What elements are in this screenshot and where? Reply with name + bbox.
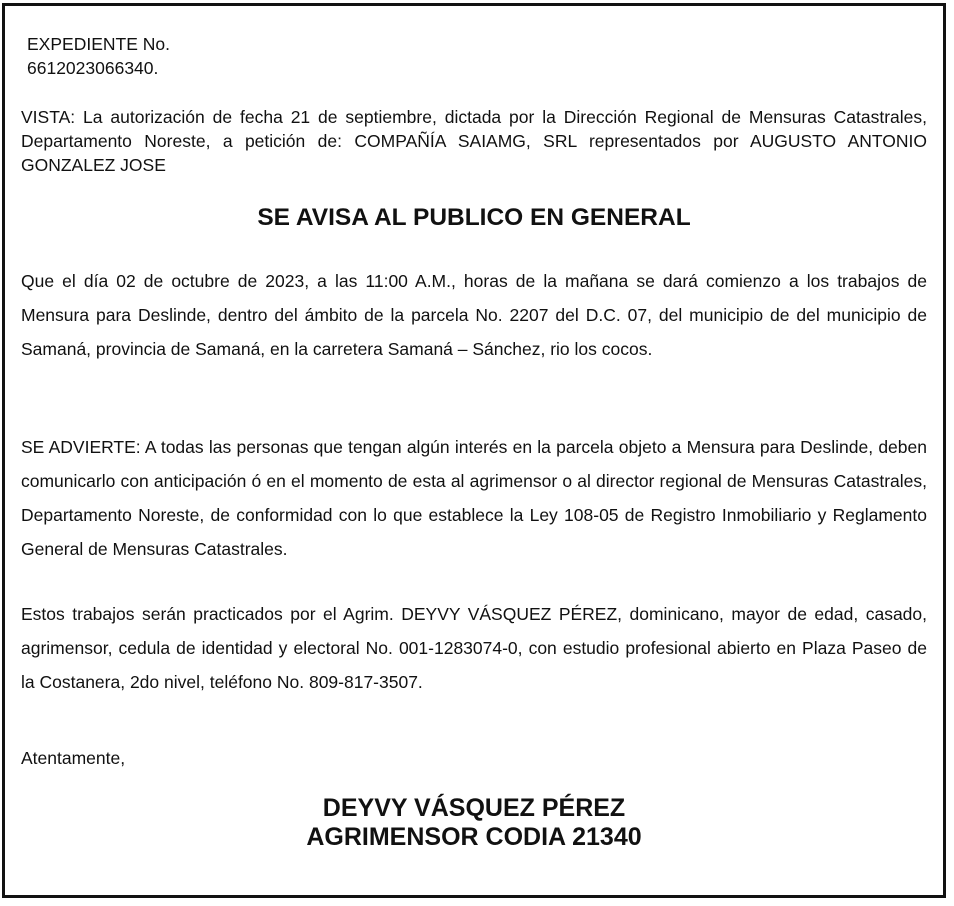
surveyor-paragraph: Estos trabajos serán practicados por el Agrim. DEYVY VÁSQUEZ PÉREZ, dominicano, mayor de edad, casado, agrimensor, cedula de identidad y electoral No. 001-1283074-0, con estudio profesional abierto en Plaza Paseo de la Costanera, 2do nivel, teléfono No. 809-817-3507. xyxy=(21,604,927,692)
notice-heading: SE AVISA AL PUBLICO EN GENERAL xyxy=(257,204,691,231)
vista-paragraph: VISTA: La autorización de fecha 21 de septiembre, dictada por la Dirección Regional de Mensuras Catastrales, Departamento Noreste, a petición de: COMPAÑÍA SAIAMG, SRL representados por AUGUSTO ANTONIO GONZALEZ JOSE xyxy=(21,107,927,175)
schedule-paragraph: Que el día 02 de octubre de 2023, a las 11:00 A.M., horas de la mañana se dará comienzo a los trabajos de Mensura para Deslinde, dentro del ámbito de la parcela No. 2207 del D.C. 07, del municipio de del municipio de Samaná, provincia de Samaná, en la carretera Samaná – Sánchez, rio los cocos. xyxy=(21,271,927,359)
public-notice xyxy=(2,3,946,898)
expediente-block xyxy=(27,32,170,80)
warning-paragraph: SE ADVIERTE: A todas las personas que tengan algún interés en la parcela objeto a Mensura para Deslinde, deben comunicarlo con anticipación ó en el momento de esta al agrimensor o al director regional de Mensuras Catastrales, Departamento Noreste, de conformidad con lo que establece la Ley 108-05 de Registro Inmobiliario y Reglamento General de Mensuras Catastrales. xyxy=(21,437,927,559)
expediente-number: 6612023066340. xyxy=(27,58,159,78)
expediente-label: EXPEDIENTE No. xyxy=(27,34,170,54)
signature-name: DEYVY VÁSQUEZ PÉREZ xyxy=(322,794,626,822)
signature-title: AGRIMENSOR CODIA 21340 xyxy=(306,823,642,851)
closing-text: Atentamente, xyxy=(21,748,126,768)
signature-block xyxy=(5,794,943,852)
